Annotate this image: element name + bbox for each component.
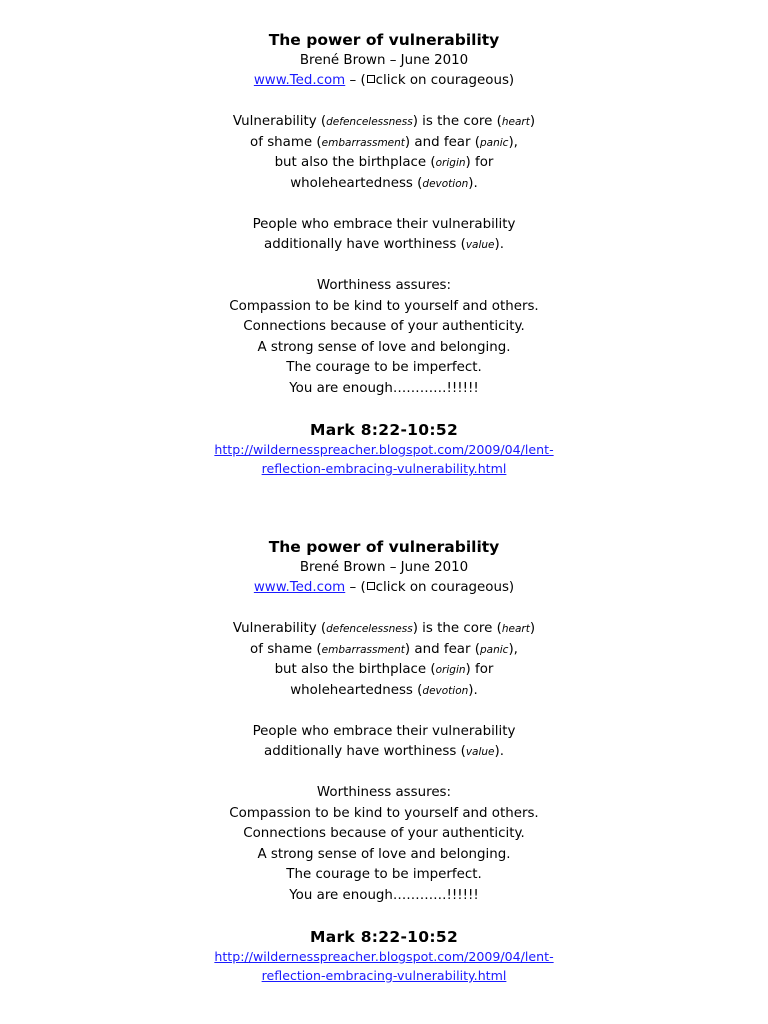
gloss: defencelessness — [326, 116, 413, 128]
author-line: Brené Brown – June 2010 — [299, 52, 469, 68]
text: Vulnerability ( — [232, 114, 327, 129]
blog-link[interactable]: http://wildernesspreacher.blogspot.com/2009/04/lent- — [214, 949, 554, 964]
definition-line — [0, 619, 768, 640]
list-item: A strong sense of love and belonging. — [257, 339, 511, 355]
gloss: devotion — [422, 684, 469, 697]
text: ). — [468, 682, 478, 698]
list-item: You are enough…………!!!!!! — [289, 380, 479, 396]
definition-line — [0, 681, 768, 702]
gloss: embarrassment — [321, 643, 405, 656]
gloss: value — [465, 239, 495, 251]
text: but also the birthplace ( — [274, 155, 436, 170]
ted-line — [0, 71, 768, 92]
ted-instruction: click on courageous) — [375, 580, 515, 595]
text: ). — [494, 744, 504, 759]
handout-block-2 — [0, 537, 768, 985]
text: ) and fear ( — [404, 134, 480, 150]
embrace-line: People who embrace their vulnerability — [252, 216, 516, 232]
list-item: A strong sense of love and belonging. — [257, 846, 511, 862]
definition-line — [0, 660, 768, 681]
gloss: heart — [501, 623, 530, 635]
blog-url-line-2 — [0, 459, 768, 478]
text: ) is the core ( — [412, 114, 502, 129]
blog-link[interactable]: reflection-embracing-vulnerability.html — [261, 968, 507, 983]
blog-link[interactable]: reflection-embracing-vulnerability.html — [261, 461, 507, 476]
ted-link[interactable]: www.Ted.com — [253, 580, 346, 595]
definition-line — [0, 640, 768, 661]
worthiness-line — [0, 235, 768, 256]
text: ), — [508, 134, 518, 150]
gloss: heart — [501, 116, 530, 128]
text: ) — [529, 621, 536, 636]
gloss: devotion — [422, 177, 469, 190]
text: ). — [494, 237, 504, 252]
handout-block-1 — [0, 30, 768, 478]
definition-line — [0, 174, 768, 195]
definition-line — [0, 112, 768, 133]
assures-heading: Worthiness assures: — [316, 278, 452, 293]
text: ) and fear ( — [404, 641, 480, 657]
blog-url-line-1 — [0, 440, 768, 459]
text: ) for — [465, 662, 494, 677]
ted-instruction: click on courageous) — [375, 73, 515, 88]
scripture-reference: Mark 8:22-10:52 — [309, 420, 459, 439]
ted-line — [0, 578, 768, 599]
text: but also the birthplace ( — [274, 662, 436, 677]
ted-link[interactable]: www.Ted.com — [253, 73, 346, 88]
list-item: Connections because of your authenticity. — [243, 826, 525, 841]
blog-link[interactable]: http://wildernesspreacher.blogspot.com/2009/04/lent- — [214, 442, 554, 457]
text: wholeheartedness ( — [290, 175, 423, 191]
gloss: origin — [435, 664, 466, 676]
ted-suffix: – ( — [345, 73, 366, 88]
gloss: embarrassment — [321, 136, 405, 149]
text: ) for — [465, 155, 494, 170]
text: wholeheartedness ( — [290, 682, 423, 698]
text: of shame ( — [250, 134, 322, 150]
list-item: The courage to be imperfect. — [286, 360, 482, 375]
ted-suffix: – ( — [345, 580, 366, 595]
list-item: The courage to be imperfect. — [286, 867, 482, 882]
definition-line — [0, 133, 768, 154]
assures-heading: Worthiness assures: — [316, 785, 452, 800]
blog-url-line-1 — [0, 947, 768, 966]
list-item: Compassion to be kind to yourself and others. — [229, 298, 539, 314]
text: additionally have worthiness ( — [264, 744, 466, 759]
gloss: origin — [435, 157, 466, 169]
text: additionally have worthiness ( — [264, 237, 466, 252]
definition-line — [0, 153, 768, 174]
text: ) — [529, 114, 536, 129]
text: ), — [508, 641, 518, 657]
blog-url-line-2 — [0, 966, 768, 985]
gloss: defencelessness — [326, 623, 413, 635]
text: ). — [468, 175, 478, 191]
worthiness-line — [0, 742, 768, 763]
author-line: Brené Brown – June 2010 — [299, 559, 469, 575]
list-item: Connections because of your authenticity. — [243, 319, 525, 334]
gloss: panic — [480, 643, 509, 656]
checkbox-glyph-icon — [367, 582, 375, 590]
text: of shame ( — [250, 641, 322, 657]
page-title: The power of vulnerability — [268, 538, 500, 556]
text: ) is the core ( — [412, 621, 502, 636]
list-item: You are enough…………!!!!!! — [289, 887, 479, 903]
embrace-line: People who embrace their vulnerability — [252, 723, 516, 739]
gloss: panic — [480, 136, 509, 149]
gloss: value — [465, 746, 495, 758]
list-item: Compassion to be kind to yourself and others. — [229, 805, 539, 821]
checkbox-glyph-icon — [367, 75, 375, 83]
scripture-reference: Mark 8:22-10:52 — [309, 927, 459, 946]
text: Vulnerability ( — [232, 621, 327, 636]
page-title: The power of vulnerability — [268, 31, 500, 49]
